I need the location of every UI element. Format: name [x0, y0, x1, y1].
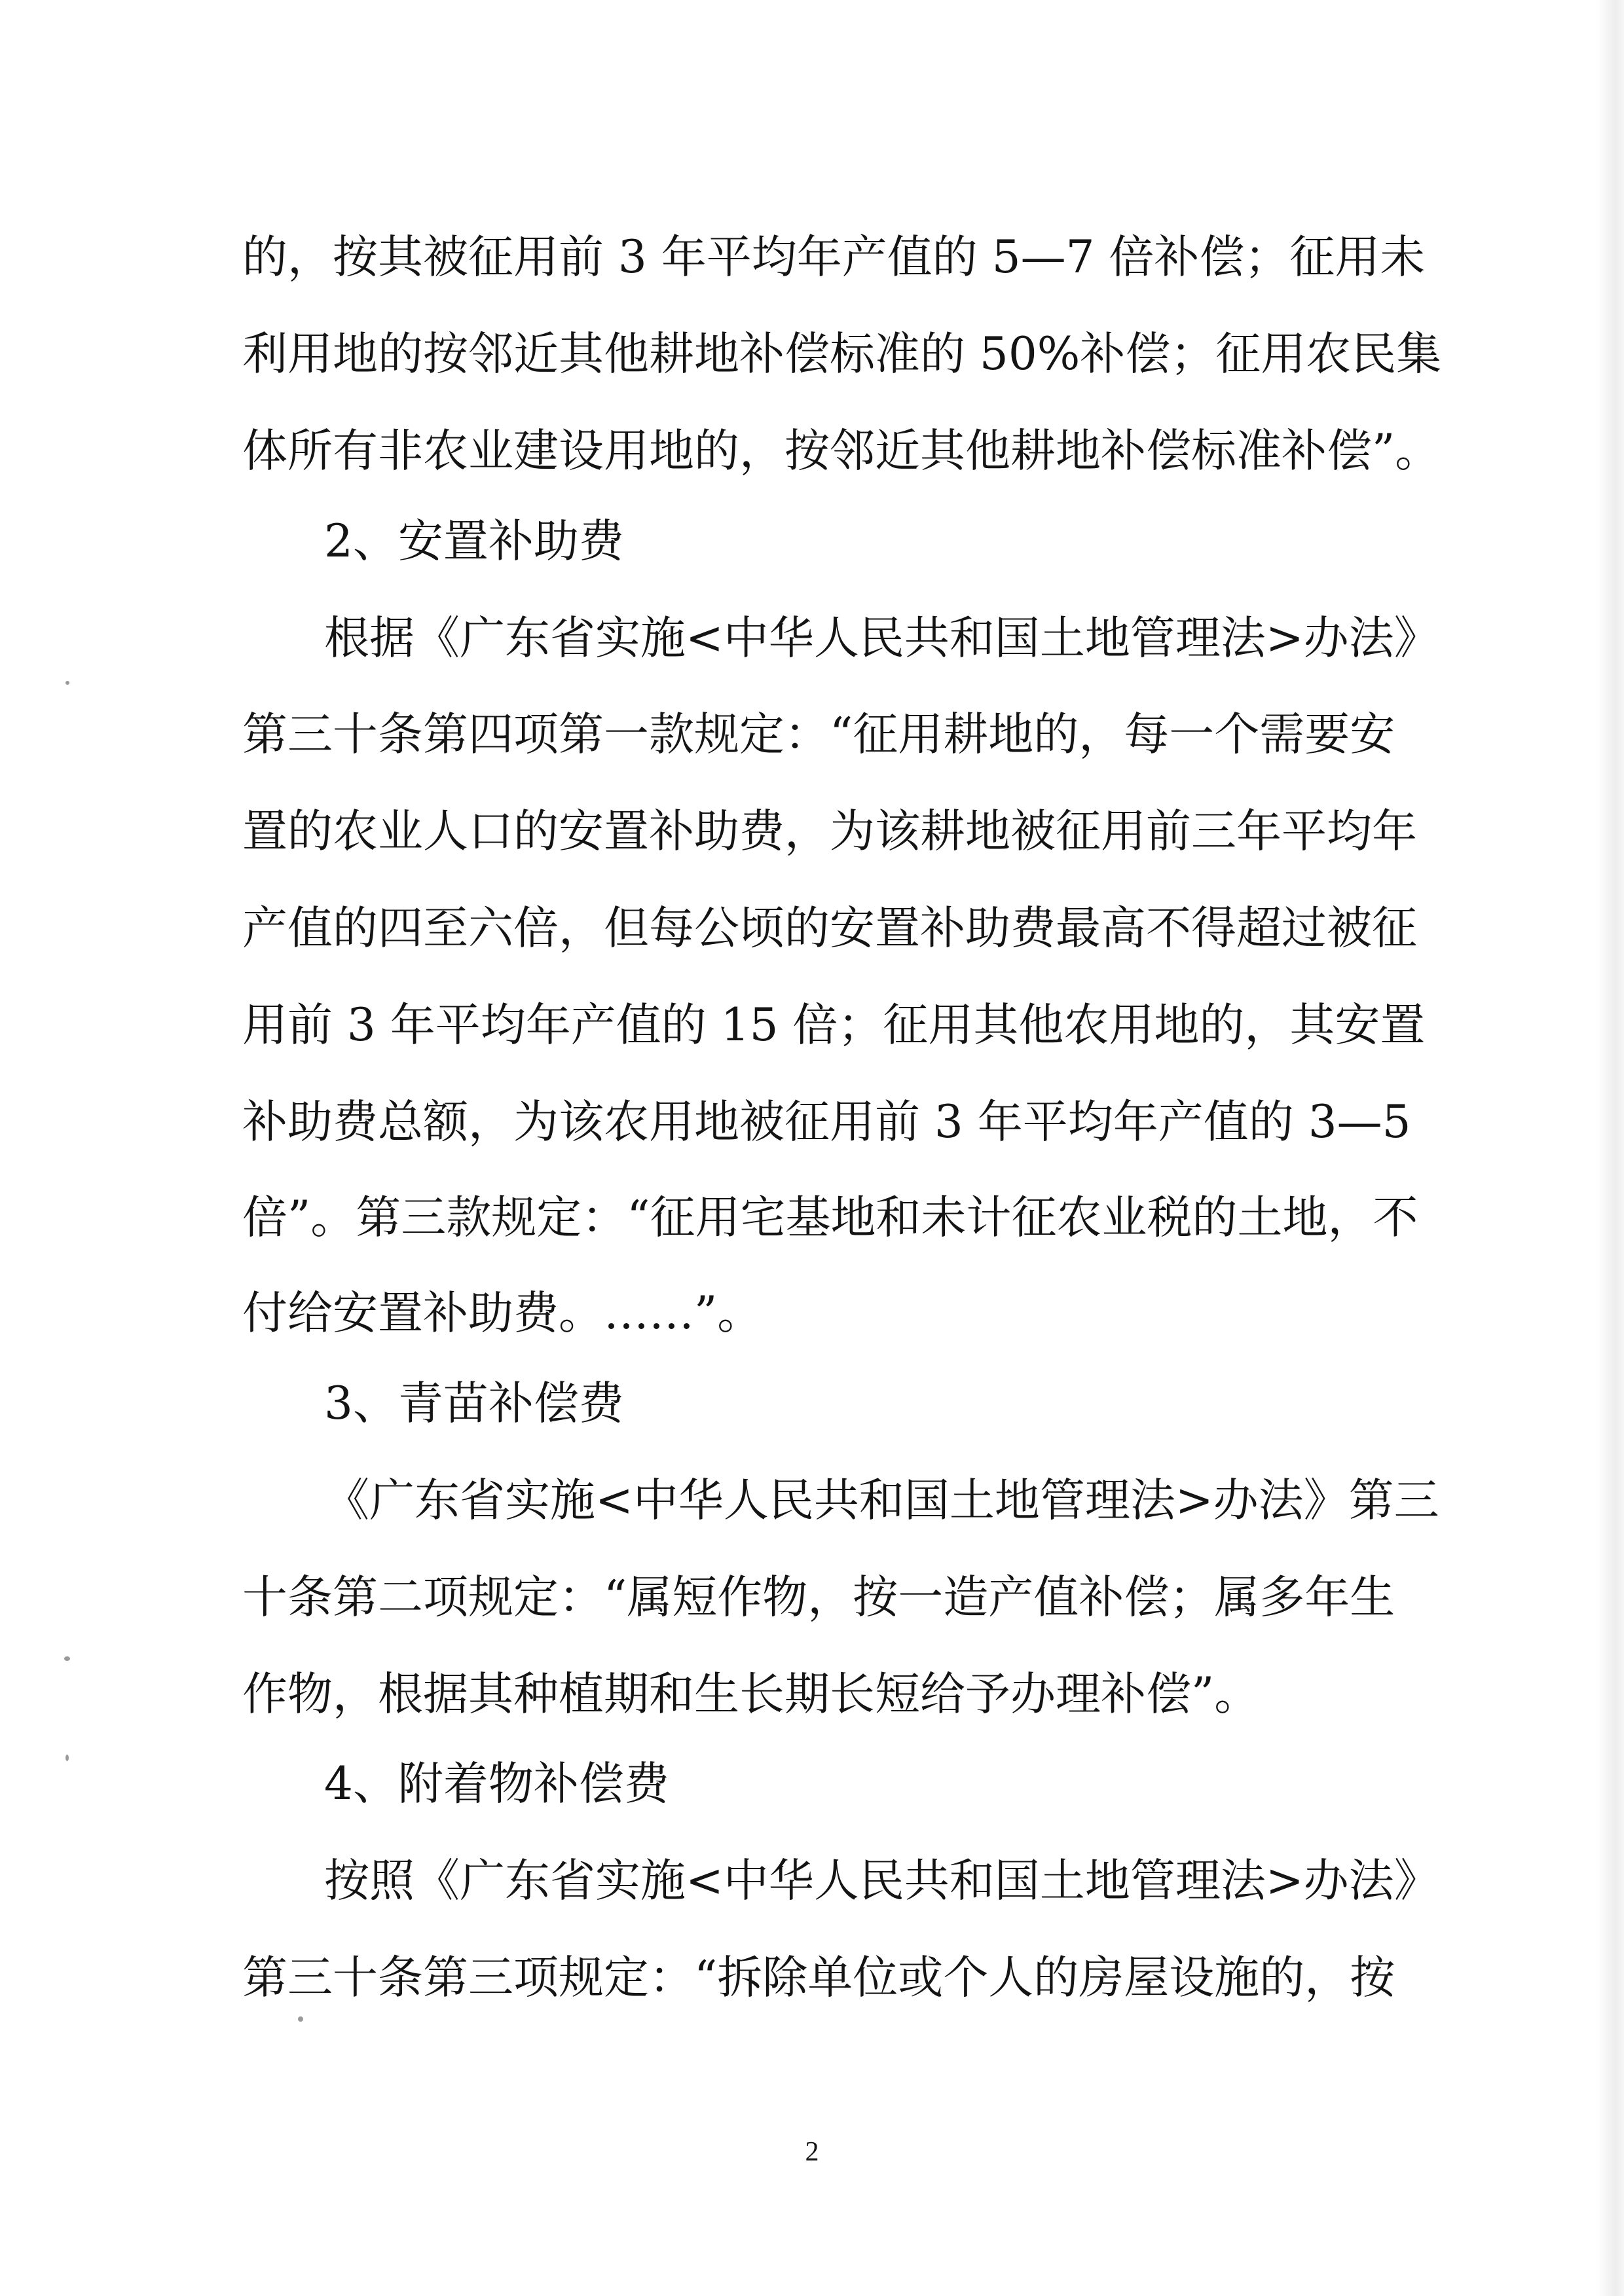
body-line-3: 体所有非农业建设用地的，按邻近其他耕地补偿标准补偿”。 [242, 425, 1441, 477]
body-line-2: 利用地的按邻近其他耕地补偿标准的 50%补偿；征用农民集 [242, 328, 1442, 380]
body-line-18: 按照《广东省实施<中华人民共和国土地管理法>办法》 [324, 1855, 1439, 1907]
scan-speck [65, 681, 69, 685]
scan-speck [64, 1656, 70, 1661]
body-line-10: 补助费总额，为该农用地被征用前 3 年平均年产值的 3—5 [242, 1096, 1411, 1148]
body-line-7: 置的农业人口的安置补助费，为该耕地被征用前三年平均年 [242, 805, 1417, 858]
body-line-5: 根据《广东省实施<中华人民共和国土地管理法>办法》 [324, 612, 1439, 665]
body-line-14: 《广东省实施<中华人民共和国土地管理法>办法》第三 [324, 1474, 1439, 1527]
section-heading-2: 2、安置补助费 [324, 515, 624, 568]
scan-speck [298, 2016, 303, 2022]
section-heading-3: 3、青苗补偿费 [324, 1377, 624, 1430]
section-heading-4: 4、附着物补偿费 [324, 1758, 669, 1810]
page-number: 2 [805, 2137, 819, 2167]
body-line-12: 付给安置补助费。……”。 [242, 1287, 763, 1339]
body-line-19: 第三十条第三项规定：“拆除单位或个人的房屋设施的，按 [242, 1952, 1395, 2004]
body-line-8: 产值的四至六倍，但每公顷的安置补助费最高不得超过被征 [242, 902, 1417, 955]
body-line-11: 倍”。第三款规定：“征用宅基地和未计征农业税的土地，不 [242, 1192, 1418, 1244]
scan-speck [65, 1755, 69, 1761]
body-line-9: 用前 3 年平均年产值的 15 倍；征用其他农用地的，其安置 [242, 999, 1426, 1051]
body-line-1: 的，按其被征用前 3 年平均年产值的 5—7 倍补偿；征用未 [242, 231, 1426, 283]
body-line-6: 第三十条第四项第一款规定：“征用耕地的，每一个需要安 [242, 708, 1395, 761]
body-line-15: 十条第二项规定：“属短作物，按一造产值补偿；属多年生 [242, 1571, 1395, 1624]
scan-edge-shadow [1596, 0, 1624, 2296]
body-line-16: 作物，根据其种植期和生长期长短给予办理补偿”。 [242, 1668, 1260, 1721]
